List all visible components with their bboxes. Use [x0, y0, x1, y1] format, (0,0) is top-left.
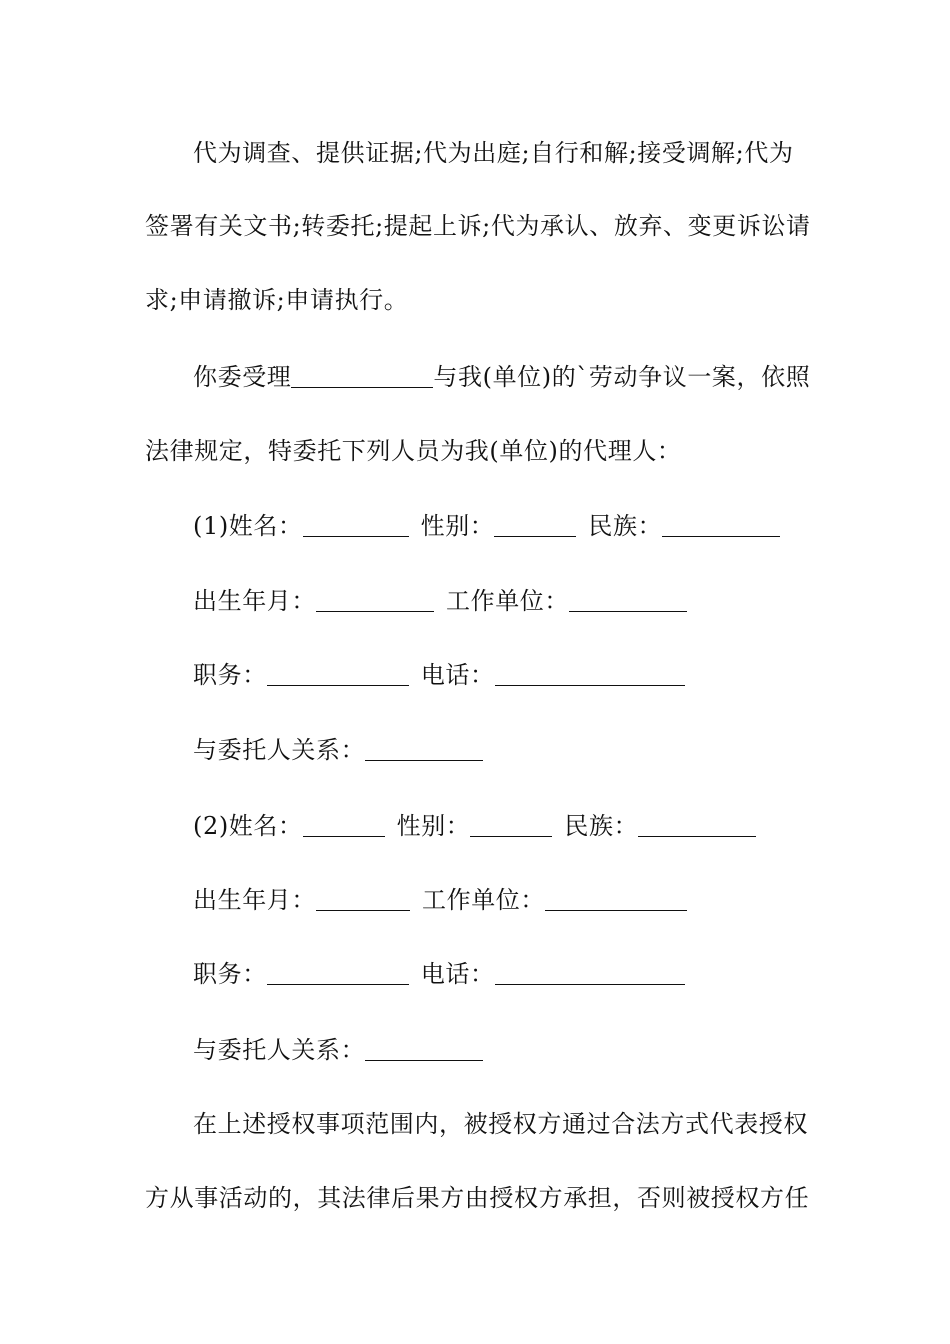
agent2-position-label: 职务：: [193, 960, 267, 988]
agent1-birth-label: 出生年月：: [193, 587, 316, 615]
agent1-position-field[interactable]: [267, 663, 409, 686]
scope-line-1: 代为调查、提供证据;代为出庭;自行和解;接受调解;代为: [193, 139, 794, 167]
agent1-ethnicity-field[interactable]: [662, 514, 780, 537]
agent2-workplace-label: 工作单位：: [422, 886, 545, 914]
agent1-position-label: 职务：: [193, 661, 267, 689]
agent1-name-label: (1)姓名：: [193, 512, 303, 540]
consequence-line-1: 在上述授权事项范围内，被授权方通过合法方式代表授权: [193, 1110, 808, 1138]
agent2-phone-field[interactable]: [495, 962, 685, 985]
agent2-gender-field[interactable]: [470, 814, 552, 837]
agent1-row-4: [193, 734, 810, 766]
case-line-1-after: 与我(单位)的`劳动争议一案，依照: [433, 363, 811, 391]
agent2-row-4: [193, 1034, 810, 1066]
case-line-1: [193, 361, 810, 393]
applicant-blank[interactable]: [291, 365, 433, 388]
scope-line-2: 签署有关文书;转委托;提起上诉;代为承认、放弃、变更诉讼请: [145, 212, 811, 240]
agent2-workplace-field[interactable]: [545, 888, 687, 911]
agent2-name-field[interactable]: [303, 814, 385, 837]
agent1-ethnicity-label: 民族：: [588, 512, 663, 540]
agent1-phone-field[interactable]: [495, 663, 685, 686]
agent2-relation-label: 与委托人关系：: [193, 1036, 366, 1064]
agent2-gender-label: 性别：: [396, 812, 471, 840]
agent2-ethnicity-field[interactable]: [638, 814, 756, 837]
agent2-birth-label: 出生年月：: [193, 886, 316, 914]
scope-line-3: 求;申请撤诉;申请执行。: [145, 286, 409, 314]
agent2-birth-field[interactable]: [316, 888, 410, 911]
agent1-phone-label: 电话：: [420, 661, 495, 689]
agent2-name-label: (2)姓名：: [193, 812, 303, 840]
agent1-name-field[interactable]: [303, 514, 409, 537]
agent1-workplace-label: 工作单位：: [446, 587, 569, 615]
consequence-line-2: 方从事活动的，其法律后果方由授权方承担，否则被授权方任: [145, 1184, 810, 1212]
agent1-birth-field[interactable]: [316, 589, 434, 612]
case-line-1-before: 你委受理: [193, 363, 292, 391]
agent1-gender-label: 性别：: [420, 512, 495, 540]
agent2-row-3: [193, 958, 810, 990]
agent1-row-2: [193, 585, 810, 617]
agent1-gender-field[interactable]: [494, 514, 576, 537]
agent1-row-1: [193, 510, 810, 542]
agent2-relation-field[interactable]: [365, 1038, 483, 1061]
agent2-ethnicity-label: 民族：: [564, 812, 639, 840]
agent1-workplace-field[interactable]: [569, 589, 687, 612]
agent1-relation-label: 与委托人关系：: [193, 736, 366, 764]
agent1-relation-field[interactable]: [365, 738, 483, 761]
agent2-row-2: [193, 884, 810, 916]
agent1-row-3: [193, 659, 810, 691]
agent2-position-field[interactable]: [267, 962, 409, 985]
agent2-phone-label: 电话：: [420, 960, 495, 988]
agent2-row-1: [193, 810, 810, 842]
case-line-2: 法律规定，特委托下列人员为我(单位)的代理人：: [145, 437, 682, 465]
